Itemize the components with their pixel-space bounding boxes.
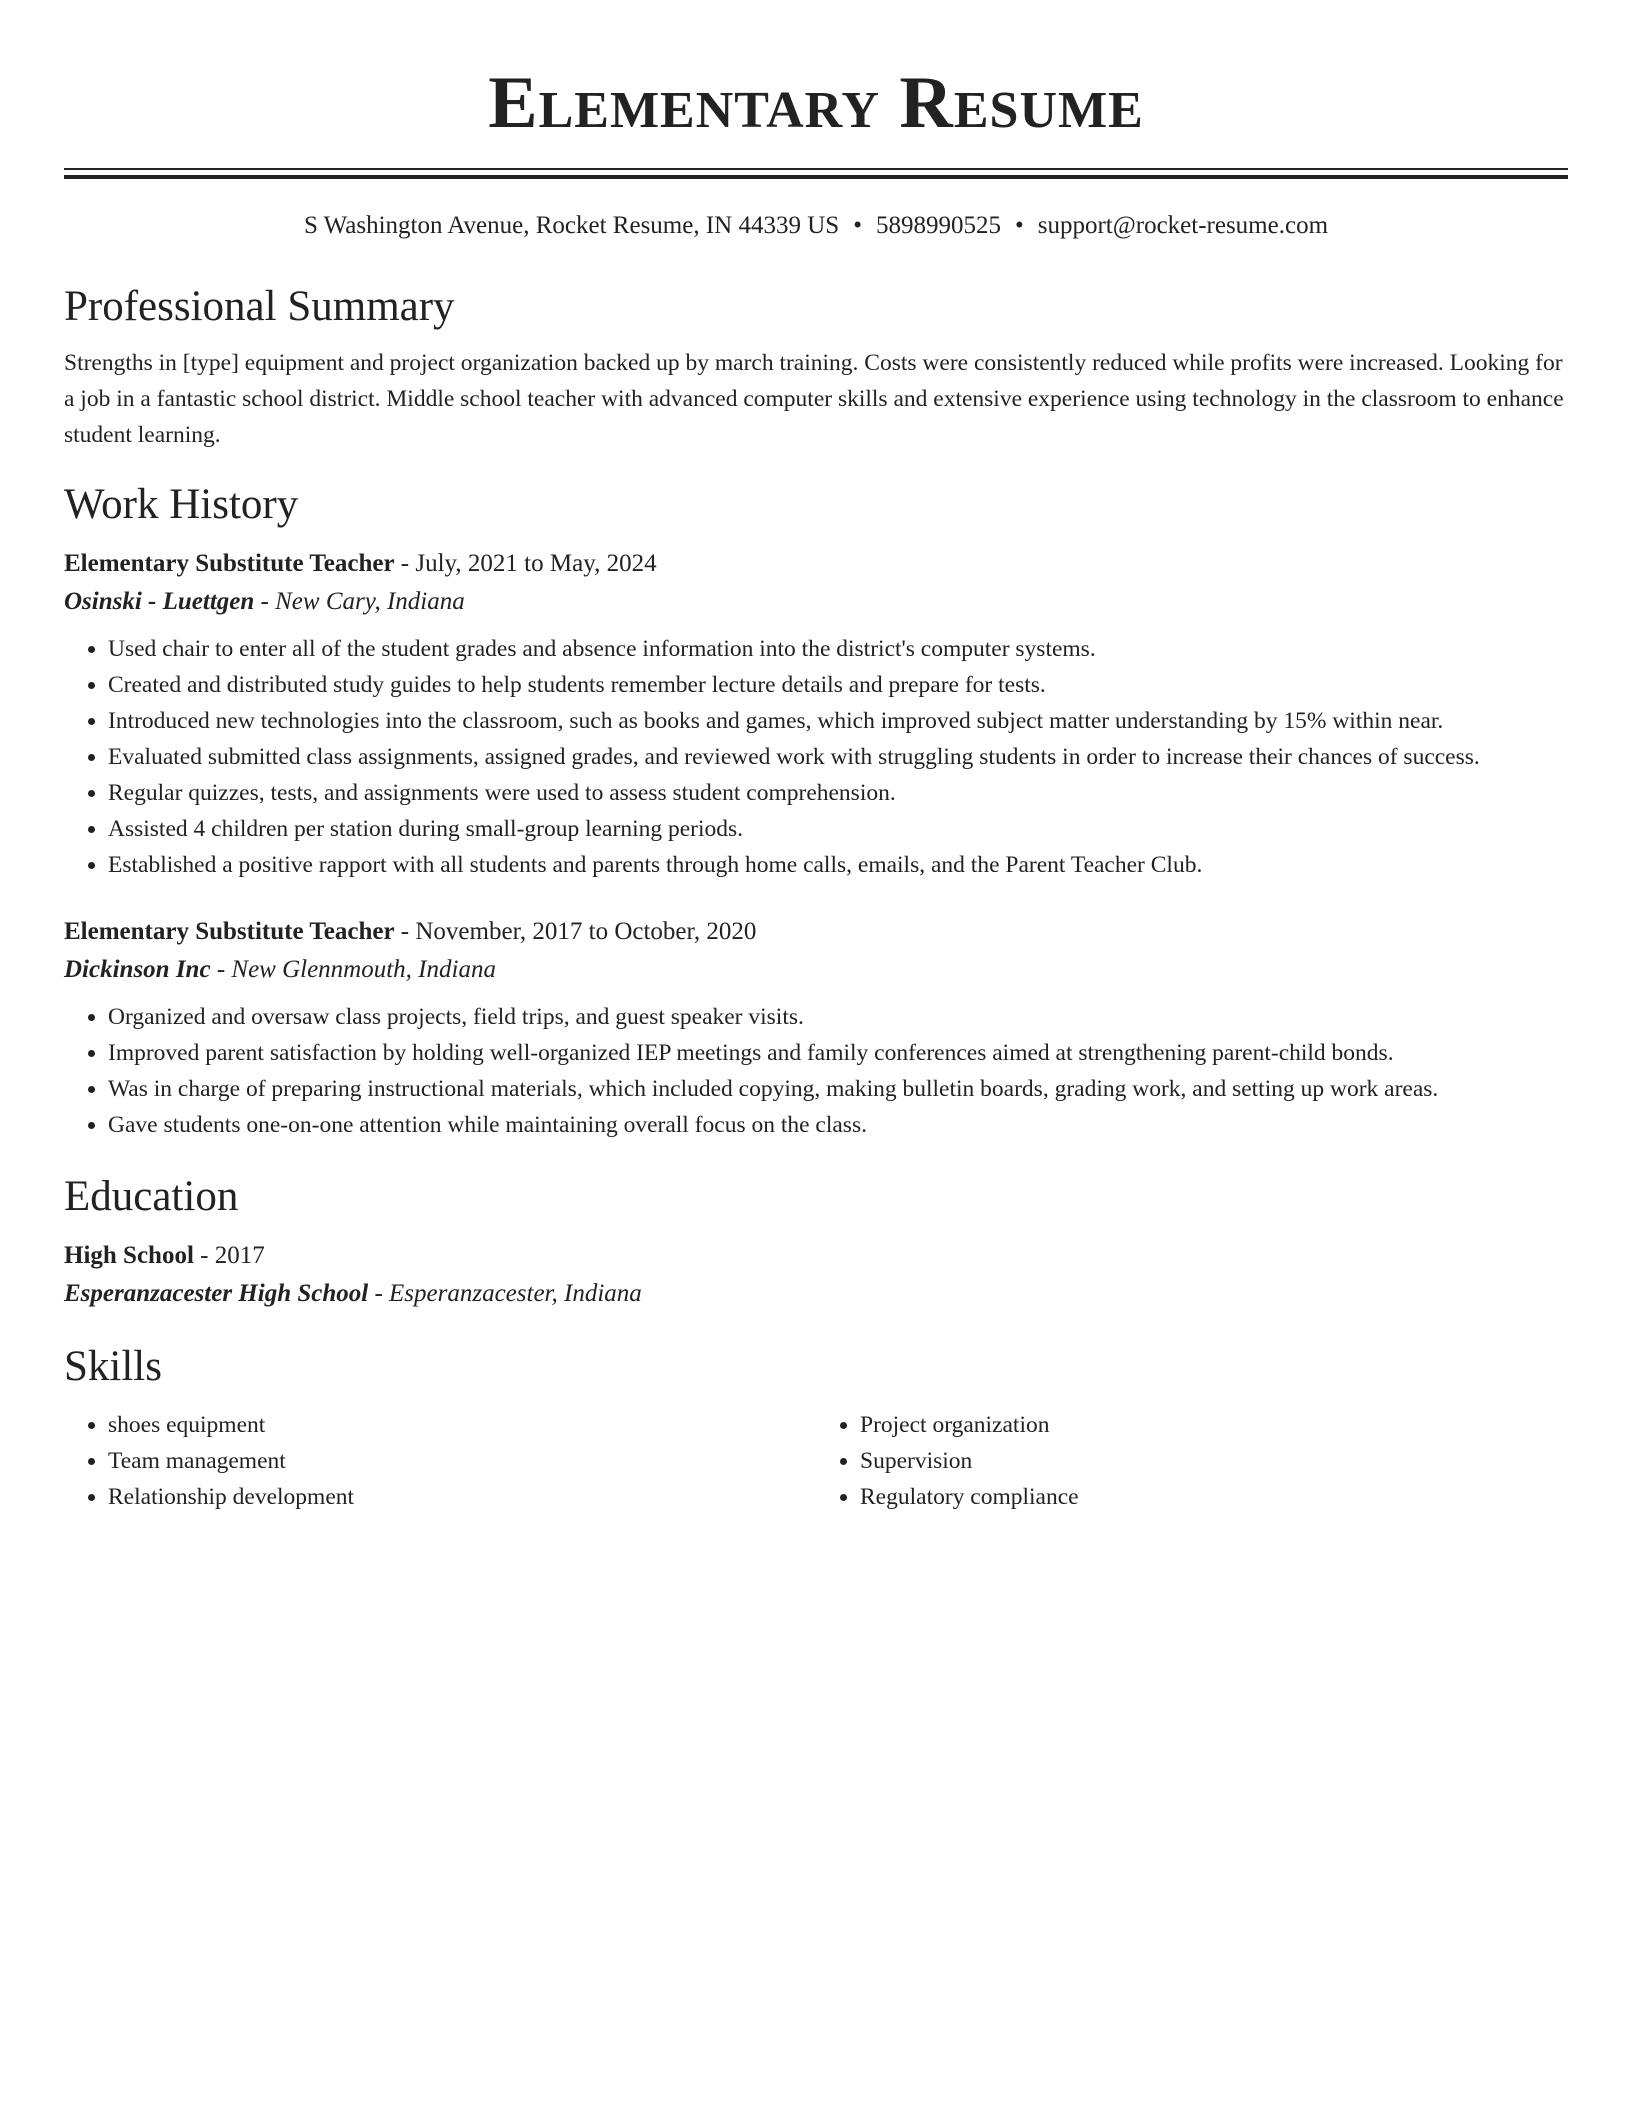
education-institution <box>64 1275 1568 1313</box>
skills-column-right <box>816 1407 1568 1515</box>
education-school: Esperanzacester High School <box>64 1280 369 1307</box>
job-location: - New Cary, Indiana <box>254 588 465 615</box>
job-location: - New Glennmouth, Indiana <box>210 956 496 983</box>
list-item: • Organized and oversaw class projects, field trips, and guest speaker visits. <box>108 999 1568 1035</box>
list-item: • Regular quizzes, tests, and assignments were used to assess student comprehension. <box>108 775 1568 811</box>
job-entry <box>64 545 1568 883</box>
skill-item: • Regulatory compliance <box>860 1479 1568 1515</box>
section-title-education: Education <box>64 1173 239 1220</box>
job-entry <box>64 913 1568 1143</box>
skill-item: • Project organization <box>860 1407 1568 1443</box>
job-heading <box>64 545 1568 583</box>
header-double-rule <box>64 168 1568 179</box>
education-location: - Esperanzacester, Indiana <box>368 1280 642 1307</box>
summary-text: Strengths in [type] equipment and project organization backed up by march training. Costs were consistently reduced while profits were increased. Looking for a job in a fantastic school district. Middle school teacher with advanced computer skills and extensive experience using technology in the classroom to enhance student learning. <box>64 350 1564 448</box>
list-item: • Evaluated submitted class assignments, assigned grades, and reviewed work with struggling students in order to increase their chances of success. <box>108 739 1568 775</box>
education-degree: High School <box>64 1242 194 1269</box>
resume-name: Elementary Resume <box>488 62 1144 144</box>
list-item: • Gave students one-on-one attention while maintaining overall focus on the class. <box>108 1107 1568 1143</box>
section-title-skills: Skills <box>64 1343 162 1390</box>
skill-item: • shoes equipment <box>108 1407 816 1443</box>
job-bullets <box>64 999 1568 1143</box>
education-entry <box>64 1237 1568 1313</box>
skill-item: • Team management <box>108 1443 816 1479</box>
job-employer <box>64 951 1568 989</box>
job-dates: - November, 2017 to October, 2020 <box>394 918 757 945</box>
list-item: • Established a positive rapport with all students and parents through home calls, emails, and the Parent Teacher Club. <box>108 847 1568 883</box>
list-item: • Introduced new technologies into the classroom, such as books and games, which improved subject matter understanding by 15% within near. <box>108 703 1568 739</box>
section-title-work-history: Work History <box>64 481 299 528</box>
job-role: Elementary Substitute Teacher <box>64 918 395 945</box>
list-item: • Used chair to enter all of the student grades and absence information into the district's computer systems. <box>108 631 1568 667</box>
job-role: Elementary Substitute Teacher <box>64 550 395 577</box>
contact-separator: • <box>1014 212 1024 239</box>
list-item: • Assisted 4 children per station during small-group learning periods. <box>108 811 1568 847</box>
skills-list <box>64 1407 1568 1515</box>
contact-separator: • <box>853 212 862 239</box>
job-dates: - July, 2021 to May, 2024 <box>394 550 657 577</box>
job-bullets <box>64 631 1568 883</box>
job-heading <box>64 913 1568 951</box>
job-company: Osinski - Luettgen <box>64 588 255 615</box>
list-item: • Was in charge of preparing instructional materials, which included copying, making bulletin boards, grading work, and setting up work areas. <box>108 1071 1568 1107</box>
job-employer <box>64 583 1568 621</box>
contact-address: S Washington Avenue, Rocket Resume, IN 44339 US <box>303 212 840 239</box>
contact-line <box>64 209 1568 243</box>
education-heading <box>64 1237 1568 1275</box>
list-item: • Improved parent satisfaction by holding well-organized IEP meetings and family conferences aimed at strengthening parent-child bonds. <box>108 1035 1568 1071</box>
skill-item: • Relationship development <box>108 1479 816 1515</box>
job-company: Dickinson Inc <box>64 956 211 983</box>
education-year: - 2017 <box>193 1242 265 1269</box>
contact-phone: 5898990525 <box>875 212 1001 239</box>
list-item: • Created and distributed study guides to help students remember lecture details and prepare for tests. <box>108 667 1568 703</box>
section-title-summary: Professional Summary <box>64 283 455 330</box>
contact-email: support@rocket-resume.com <box>1037 212 1329 239</box>
skill-item: • Supervision <box>860 1443 1568 1479</box>
skills-column-left <box>64 1407 816 1515</box>
